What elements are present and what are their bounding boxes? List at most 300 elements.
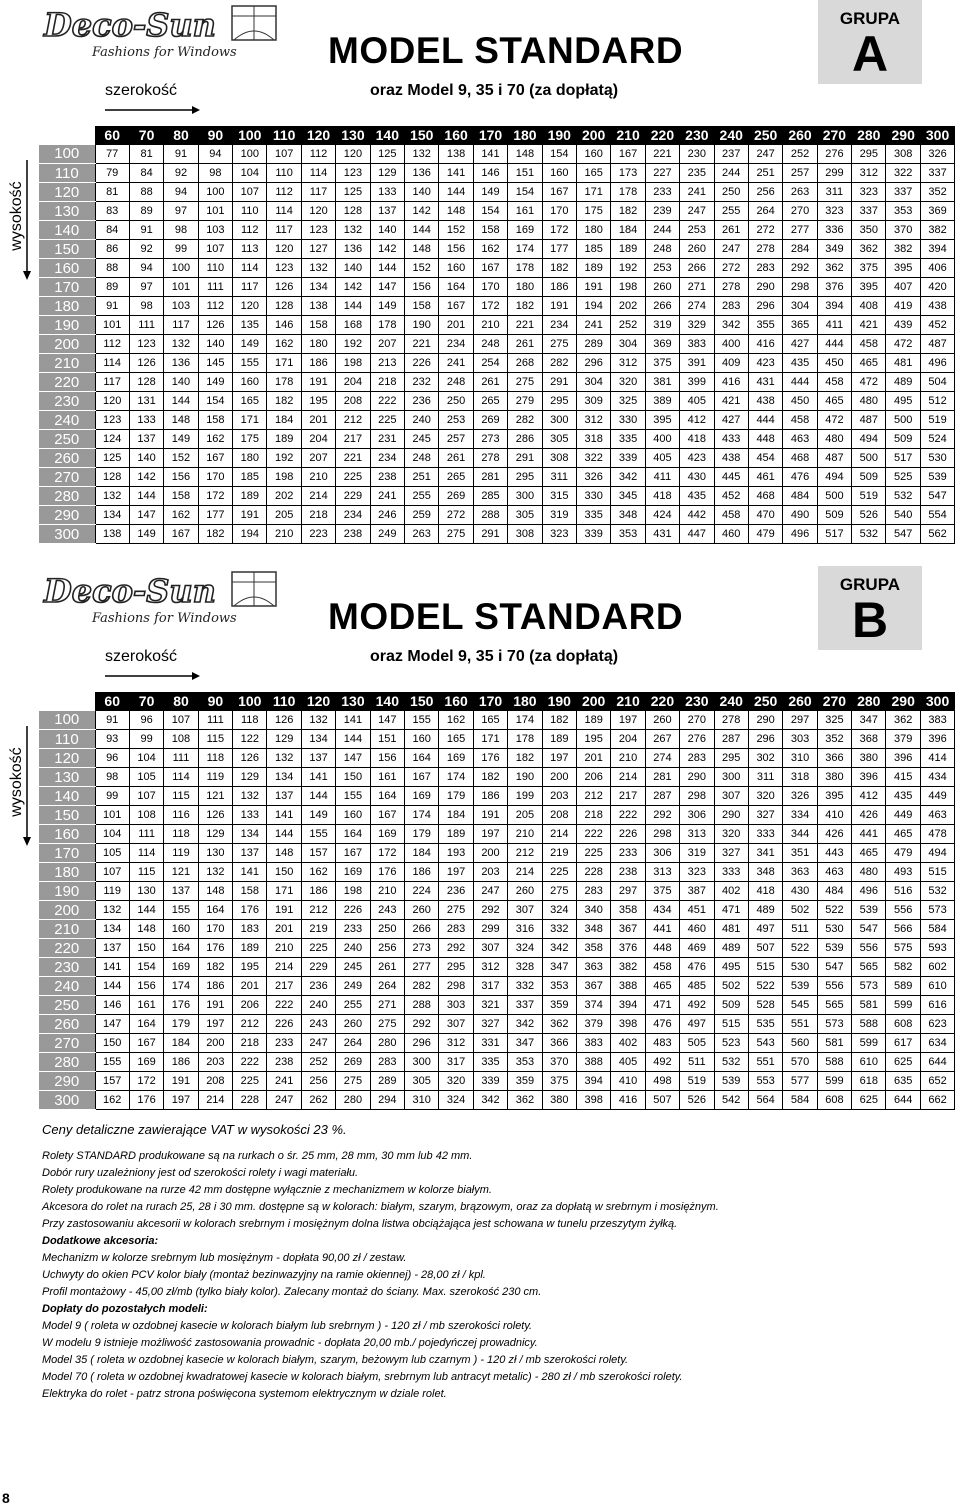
price-cell: 498 bbox=[645, 1072, 679, 1091]
price-cell: 141 bbox=[336, 711, 370, 730]
price-cell: 142 bbox=[336, 278, 370, 297]
note-line: Rolety produkowane na rurze 42 mm dostępne wyłącznie z mechanizmem w kolorze białym. bbox=[42, 1184, 492, 1196]
price-cell: 167 bbox=[542, 183, 576, 202]
price-cell: 504 bbox=[920, 373, 954, 392]
price-cell: 426 bbox=[817, 825, 851, 844]
price-cell: 251 bbox=[405, 468, 439, 487]
width-header: 120 bbox=[301, 126, 335, 145]
price-cell: 98 bbox=[198, 164, 232, 183]
price-cell: 191 bbox=[267, 901, 301, 920]
price-cell: 298 bbox=[439, 977, 473, 996]
price-cell: 266 bbox=[405, 920, 439, 939]
price-cell: 128 bbox=[336, 202, 370, 221]
price-cell: 140 bbox=[129, 449, 163, 468]
price-cell: 577 bbox=[783, 1072, 817, 1091]
price-cell: 662 bbox=[920, 1091, 954, 1110]
price-cell: 171 bbox=[473, 730, 507, 749]
price-cell: 222 bbox=[267, 996, 301, 1015]
table-row bbox=[39, 468, 955, 487]
price-cell: 186 bbox=[405, 863, 439, 882]
height-header: 300 bbox=[39, 525, 95, 544]
price-cell: 186 bbox=[301, 354, 335, 373]
price-cell: 164 bbox=[198, 901, 232, 920]
price-cell: 307 bbox=[439, 1015, 473, 1034]
price-cell: 112 bbox=[301, 145, 335, 164]
group-badge bbox=[818, 0, 922, 84]
price-cell: 327 bbox=[714, 844, 748, 863]
price-cell: 241 bbox=[439, 354, 473, 373]
price-cell: 221 bbox=[508, 316, 542, 335]
height-header: 100 bbox=[39, 145, 95, 164]
price-cell: 296 bbox=[405, 1034, 439, 1053]
price-cell: 465 bbox=[852, 354, 886, 373]
width-header: 190 bbox=[542, 126, 576, 145]
price-cell: 489 bbox=[714, 939, 748, 958]
price-cell: 547 bbox=[886, 525, 920, 544]
price-cell: 335 bbox=[576, 506, 610, 525]
price-cell: 410 bbox=[817, 806, 851, 825]
price-cell: 145 bbox=[198, 354, 232, 373]
price-cell: 128 bbox=[129, 373, 163, 392]
price-cell: 156 bbox=[439, 240, 473, 259]
price-cell: 191 bbox=[473, 806, 507, 825]
svg-text:Deco-Sun: Deco-Sun bbox=[44, 6, 216, 44]
price-cell: 300 bbox=[508, 487, 542, 506]
width-header: 100 bbox=[233, 692, 267, 711]
height-header: 110 bbox=[39, 164, 95, 183]
price-cell: 298 bbox=[680, 787, 714, 806]
width-header: 220 bbox=[645, 126, 679, 145]
price-cell: 212 bbox=[576, 787, 610, 806]
price-cell: 245 bbox=[336, 958, 370, 977]
page-number: 8 bbox=[2, 1490, 10, 1506]
arrow-right-icon bbox=[105, 671, 200, 681]
price-cell: 303 bbox=[439, 996, 473, 1015]
price-cell: 406 bbox=[920, 259, 954, 278]
price-cell: 226 bbox=[267, 1015, 301, 1034]
price-cell: 509 bbox=[817, 506, 851, 525]
price-cell: 261 bbox=[473, 373, 507, 392]
price-cell: 362 bbox=[817, 259, 851, 278]
price-cell: 438 bbox=[748, 392, 782, 411]
width-header: 80 bbox=[164, 126, 198, 145]
price-cell: 264 bbox=[336, 1034, 370, 1053]
price-cell: 158 bbox=[233, 882, 267, 901]
table-row bbox=[39, 487, 955, 506]
width-axis-label: szerokość bbox=[105, 648, 178, 665]
price-cell: 128 bbox=[95, 468, 129, 487]
notes-heading: Dopłaty do pozostałych modeli: bbox=[42, 1303, 208, 1315]
price-cell: 164 bbox=[336, 825, 370, 844]
price-cell: 342 bbox=[714, 316, 748, 335]
price-cell: 162 bbox=[267, 335, 301, 354]
arrow-down-icon bbox=[22, 726, 32, 846]
price-cell: 191 bbox=[198, 996, 232, 1015]
price-cell: 190 bbox=[405, 316, 439, 335]
group-letter: A bbox=[851, 26, 889, 82]
price-cell: 516 bbox=[886, 882, 920, 901]
price-cell: 465 bbox=[817, 392, 851, 411]
price-cell: 421 bbox=[852, 316, 886, 335]
price-cell: 111 bbox=[129, 825, 163, 844]
price-cell: 217 bbox=[611, 787, 645, 806]
price-cell: 337 bbox=[886, 183, 920, 202]
price-cell: 169 bbox=[508, 221, 542, 240]
price-cell: 129 bbox=[267, 730, 301, 749]
price-cell: 296 bbox=[748, 297, 782, 316]
price-cell: 141 bbox=[301, 768, 335, 787]
price-cell: 300 bbox=[405, 1053, 439, 1072]
price-cell: 115 bbox=[129, 863, 163, 882]
price-cell: 318 bbox=[783, 768, 817, 787]
price-cell: 86 bbox=[95, 240, 129, 259]
price-cell: 608 bbox=[817, 1091, 851, 1110]
price-cell: 295 bbox=[542, 392, 576, 411]
arrow-right-icon bbox=[105, 105, 200, 115]
price-cell: 416 bbox=[748, 335, 782, 354]
price-cell: 132 bbox=[405, 145, 439, 164]
price-cell: 201 bbox=[301, 411, 335, 430]
price-cell: 573 bbox=[817, 1015, 851, 1034]
price-cell: 184 bbox=[267, 411, 301, 430]
price-cell: 114 bbox=[129, 844, 163, 863]
price-cell: 99 bbox=[129, 730, 163, 749]
price-cell: 189 bbox=[542, 730, 576, 749]
price-cell: 167 bbox=[336, 844, 370, 863]
price-cell: 240 bbox=[405, 411, 439, 430]
price-cell: 114 bbox=[95, 354, 129, 373]
price-cell: 289 bbox=[370, 1072, 404, 1091]
price-cell: 326 bbox=[783, 787, 817, 806]
height-header: 160 bbox=[39, 825, 95, 844]
price-cell: 160 bbox=[164, 920, 198, 939]
price-cell: 184 bbox=[439, 806, 473, 825]
price-cell: 311 bbox=[748, 768, 782, 787]
note-line: Model 70 ( roleta w ozdobnej kwadratowej kasecie w kolorach białym, srebrnym lub antracyt metalic) - 280 zł / mb szerokości rolety. bbox=[42, 1371, 683, 1383]
price-cell: 140 bbox=[198, 335, 232, 354]
price-cell: 288 bbox=[405, 996, 439, 1015]
price-cell: 588 bbox=[817, 1053, 851, 1072]
price-cell: 291 bbox=[473, 525, 507, 544]
price-cell: 399 bbox=[680, 373, 714, 392]
price-cell: 207 bbox=[370, 335, 404, 354]
price-cell: 84 bbox=[129, 164, 163, 183]
price-cell: 169 bbox=[439, 749, 473, 768]
price-cell: 374 bbox=[576, 996, 610, 1015]
price-cell: 146 bbox=[267, 316, 301, 335]
width-header: 60 bbox=[95, 692, 129, 711]
price-cell: 100 bbox=[198, 183, 232, 202]
price-cell: 149 bbox=[473, 183, 507, 202]
price-cell: 575 bbox=[886, 939, 920, 958]
price-cell: 298 bbox=[645, 825, 679, 844]
price-cell: 405 bbox=[611, 1053, 645, 1072]
price-cell: 362 bbox=[852, 240, 886, 259]
price-cell: 141 bbox=[95, 958, 129, 977]
price-cell: 132 bbox=[164, 335, 198, 354]
height-header: 180 bbox=[39, 863, 95, 882]
price-cell: 330 bbox=[611, 411, 645, 430]
price-cell: 275 bbox=[336, 1072, 370, 1091]
price-cell: 114 bbox=[233, 259, 267, 278]
price-cell: 203 bbox=[542, 787, 576, 806]
price-cell: 217 bbox=[336, 430, 370, 449]
price-cell: 494 bbox=[817, 468, 851, 487]
price-cell: 554 bbox=[920, 506, 954, 525]
price-cell: 146 bbox=[95, 996, 129, 1015]
price-cell: 524 bbox=[920, 430, 954, 449]
price-cell: 342 bbox=[473, 1091, 507, 1110]
price-cell: 149 bbox=[233, 335, 267, 354]
price-cell: 430 bbox=[680, 468, 714, 487]
price-cell: 547 bbox=[817, 958, 851, 977]
price-cell: 149 bbox=[301, 806, 335, 825]
price-cell: 292 bbox=[439, 939, 473, 958]
price-cell: 325 bbox=[611, 392, 645, 411]
price-cell: 272 bbox=[439, 506, 473, 525]
price-cell: 379 bbox=[886, 730, 920, 749]
price-cell: 228 bbox=[233, 1091, 267, 1110]
price-cell: 302 bbox=[748, 749, 782, 768]
price-cell: 539 bbox=[852, 901, 886, 920]
price-cell: 260 bbox=[680, 240, 714, 259]
price-cell: 396 bbox=[852, 768, 886, 787]
price-cell: 252 bbox=[611, 316, 645, 335]
price-cell: 165 bbox=[233, 392, 267, 411]
group-label: GRUPA bbox=[839, 575, 901, 594]
price-cell: 126 bbox=[267, 278, 301, 297]
price-cell: 248 bbox=[473, 335, 507, 354]
price-cell: 205 bbox=[508, 806, 542, 825]
price-cell: 339 bbox=[473, 1072, 507, 1091]
price-cell: 267 bbox=[645, 730, 679, 749]
price-cell: 164 bbox=[439, 278, 473, 297]
price-cell: 132 bbox=[95, 487, 129, 506]
price-cell: 353 bbox=[611, 525, 645, 544]
price-cell: 280 bbox=[336, 1091, 370, 1110]
price-cell: 213 bbox=[370, 354, 404, 373]
price-cell: 164 bbox=[370, 787, 404, 806]
price-cell: 460 bbox=[714, 525, 748, 544]
price-cell: 312 bbox=[439, 1034, 473, 1053]
price-cell: 162 bbox=[95, 1091, 129, 1110]
price-cell: 395 bbox=[886, 259, 920, 278]
price-cell: 325 bbox=[817, 711, 851, 730]
price-cell: 266 bbox=[680, 259, 714, 278]
price-cell: 184 bbox=[405, 844, 439, 863]
price-cell: 408 bbox=[852, 297, 886, 316]
price-cell: 126 bbox=[233, 749, 267, 768]
price-cell: 164 bbox=[129, 1015, 163, 1034]
price-cell: 419 bbox=[886, 297, 920, 316]
width-header: 290 bbox=[886, 126, 920, 145]
price-cell: 144 bbox=[405, 221, 439, 240]
price-cell: 418 bbox=[645, 487, 679, 506]
price-cell: 470 bbox=[748, 506, 782, 525]
price-cell: 396 bbox=[886, 749, 920, 768]
height-header: 250 bbox=[39, 996, 95, 1015]
price-cell: 225 bbox=[370, 411, 404, 430]
price-cell: 182 bbox=[198, 525, 232, 544]
price-cell: 184 bbox=[611, 221, 645, 240]
price-cell: 337 bbox=[508, 996, 542, 1015]
price-cell: 616 bbox=[920, 996, 954, 1015]
price-cell: 167 bbox=[164, 525, 198, 544]
table-row bbox=[39, 711, 955, 730]
price-cell: 507 bbox=[645, 1091, 679, 1110]
price-cell: 182 bbox=[542, 711, 576, 730]
price-cell: 174 bbox=[405, 806, 439, 825]
price-cell: 221 bbox=[336, 449, 370, 468]
price-cell: 110 bbox=[267, 164, 301, 183]
price-cell: 172 bbox=[129, 1072, 163, 1091]
price-cell: 560 bbox=[783, 1034, 817, 1053]
price-cell: 458 bbox=[645, 958, 679, 977]
price-cell: 276 bbox=[817, 145, 851, 164]
price-cell: 522 bbox=[748, 977, 782, 996]
price-cell: 274 bbox=[645, 749, 679, 768]
price-cell: 286 bbox=[508, 430, 542, 449]
width-header: 290 bbox=[886, 692, 920, 711]
price-cell: 222 bbox=[611, 806, 645, 825]
price-cell: 282 bbox=[542, 354, 576, 373]
price-cell: 307 bbox=[473, 939, 507, 958]
price-cell: 573 bbox=[920, 901, 954, 920]
price-cell: 206 bbox=[233, 996, 267, 1015]
price-cell: 104 bbox=[233, 164, 267, 183]
price-cell: 556 bbox=[852, 939, 886, 958]
price-cell: 144 bbox=[267, 825, 301, 844]
price-cell: 202 bbox=[267, 487, 301, 506]
price-cell: 365 bbox=[783, 316, 817, 335]
price-cell: 125 bbox=[370, 145, 404, 164]
price-cell: 229 bbox=[301, 958, 335, 977]
price-cell: 137 bbox=[267, 787, 301, 806]
price-cell: 132 bbox=[301, 259, 335, 278]
price-cell: 515 bbox=[748, 958, 782, 977]
price-cell: 252 bbox=[783, 145, 817, 164]
table-row bbox=[39, 449, 955, 468]
price-cell: 150 bbox=[336, 768, 370, 787]
price-cell: 349 bbox=[817, 240, 851, 259]
price-cell: 147 bbox=[336, 749, 370, 768]
price-cell: 132 bbox=[95, 901, 129, 920]
price-cell: 161 bbox=[508, 202, 542, 221]
price-cell: 490 bbox=[783, 506, 817, 525]
price-cell: 178 bbox=[508, 730, 542, 749]
price-cell: 426 bbox=[852, 806, 886, 825]
price-cell: 449 bbox=[886, 806, 920, 825]
price-cell: 400 bbox=[645, 430, 679, 449]
height-header: 130 bbox=[39, 768, 95, 787]
price-cell: 144 bbox=[129, 487, 163, 506]
price-cell: 471 bbox=[714, 901, 748, 920]
price-cell: 381 bbox=[645, 373, 679, 392]
height-header: 150 bbox=[39, 806, 95, 825]
price-cell: 424 bbox=[645, 506, 679, 525]
price-cell: 439 bbox=[886, 316, 920, 335]
price-cell: 326 bbox=[576, 468, 610, 487]
price-cell: 168 bbox=[336, 316, 370, 335]
price-cell: 515 bbox=[714, 1015, 748, 1034]
price-cell: 376 bbox=[817, 278, 851, 297]
price-cell: 281 bbox=[645, 768, 679, 787]
price-cell: 511 bbox=[783, 920, 817, 939]
price-cell: 132 bbox=[233, 787, 267, 806]
price-cell: 351 bbox=[783, 844, 817, 863]
width-header: 270 bbox=[817, 126, 851, 145]
price-cell: 358 bbox=[611, 901, 645, 920]
price-cell: 525 bbox=[886, 468, 920, 487]
price-cell: 300 bbox=[542, 411, 576, 430]
price-cell: 481 bbox=[886, 354, 920, 373]
price-cell: 260 bbox=[508, 882, 542, 901]
price-cell: 120 bbox=[301, 202, 335, 221]
table-row bbox=[39, 373, 955, 392]
price-cell: 323 bbox=[680, 863, 714, 882]
price-cell: 275 bbox=[370, 1015, 404, 1034]
width-header: 210 bbox=[611, 692, 645, 711]
width-header: 260 bbox=[783, 126, 817, 145]
table-row bbox=[39, 278, 955, 297]
price-cell: 178 bbox=[611, 183, 645, 202]
price-cell: 210 bbox=[267, 939, 301, 958]
price-cell: 225 bbox=[542, 863, 576, 882]
price-cell: 472 bbox=[852, 373, 886, 392]
price-cell: 304 bbox=[783, 297, 817, 316]
price-cell: 94 bbox=[198, 145, 232, 164]
price-cell: 362 bbox=[508, 1091, 542, 1110]
price-cell: 332 bbox=[508, 977, 542, 996]
price-cell: 155 bbox=[164, 901, 198, 920]
arrow-down-icon bbox=[22, 160, 32, 280]
price-cell: 171 bbox=[267, 882, 301, 901]
price-cell: 160 bbox=[405, 730, 439, 749]
notes-block bbox=[42, 1121, 922, 1403]
price-cell: 532 bbox=[852, 525, 886, 544]
price-cell: 167 bbox=[370, 806, 404, 825]
price-cell: 451 bbox=[680, 901, 714, 920]
width-header: 150 bbox=[405, 126, 439, 145]
price-cell: 97 bbox=[129, 278, 163, 297]
price-cell: 247 bbox=[267, 1091, 301, 1110]
price-cell: 382 bbox=[920, 221, 954, 240]
price-cell: 285 bbox=[473, 487, 507, 506]
price-cell: 178 bbox=[508, 259, 542, 278]
price-cell: 158 bbox=[301, 316, 335, 335]
width-header: 170 bbox=[473, 692, 507, 711]
price-cell: 263 bbox=[783, 183, 817, 202]
price-cell: 262 bbox=[301, 1091, 335, 1110]
price-cell: 180 bbox=[301, 335, 335, 354]
price-cell: 149 bbox=[198, 373, 232, 392]
height-axis-label: wysokość bbox=[8, 747, 25, 817]
table-row bbox=[39, 882, 955, 901]
price-cell: 198 bbox=[336, 354, 370, 373]
price-cell: 212 bbox=[233, 1015, 267, 1034]
price-cell: 126 bbox=[267, 711, 301, 730]
width-header: 280 bbox=[852, 692, 886, 711]
price-cell: 123 bbox=[301, 221, 335, 240]
price-cell: 247 bbox=[301, 1034, 335, 1053]
price-cell: 322 bbox=[576, 449, 610, 468]
price-cell: 402 bbox=[611, 1034, 645, 1053]
height-header: 190 bbox=[39, 882, 95, 901]
price-cell: 277 bbox=[405, 958, 439, 977]
height-header: 170 bbox=[39, 278, 95, 297]
price-cell: 186 bbox=[198, 977, 232, 996]
price-cell: 584 bbox=[920, 920, 954, 939]
